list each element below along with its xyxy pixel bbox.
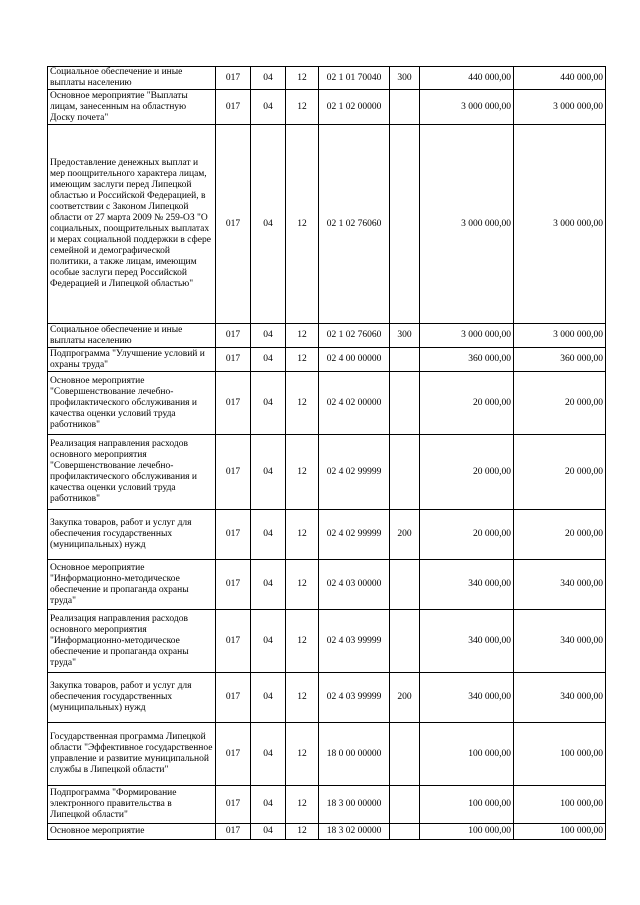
row-vr: 200 <box>390 673 420 723</box>
table-row <box>48 610 606 673</box>
table-row <box>48 90 606 125</box>
row-rz: 04 <box>251 824 286 840</box>
row-csr: 18 3 02 00000 <box>319 824 390 840</box>
row-pr: 12 <box>286 67 319 90</box>
row-gr: 017 <box>216 610 251 673</box>
row-csr: 02 1 02 76060 <box>319 324 390 348</box>
row-gr: 017 <box>216 125 251 324</box>
row-sum2: 440 000,00 <box>514 67 606 90</box>
row-sum2: 340 000,00 <box>514 673 606 723</box>
table-row <box>48 673 606 723</box>
row-rz: 04 <box>251 90 286 125</box>
row-rz: 04 <box>251 560 286 610</box>
row-rz: 04 <box>251 723 286 786</box>
row-vr <box>390 560 420 610</box>
table-row <box>48 372 606 435</box>
row-csr: 02 4 02 00000 <box>319 372 390 435</box>
row-pr: 12 <box>286 125 319 324</box>
table-row <box>48 510 606 560</box>
row-rz: 04 <box>251 673 286 723</box>
row-sum1: 440 000,00 <box>420 67 514 90</box>
row-sum2: 3 000 000,00 <box>514 324 606 348</box>
row-sum1: 340 000,00 <box>420 610 514 673</box>
row-vr <box>390 348 420 372</box>
row-pr: 12 <box>286 673 319 723</box>
row-rz: 04 <box>251 786 286 824</box>
table-row <box>48 824 606 840</box>
row-pr: 12 <box>286 435 319 510</box>
row-pr: 12 <box>286 324 319 348</box>
row-sum1: 20 000,00 <box>420 510 514 560</box>
row-pr: 12 <box>286 786 319 824</box>
table-row <box>48 125 606 324</box>
row-gr: 017 <box>216 435 251 510</box>
row-gr: 017 <box>216 673 251 723</box>
row-sum1: 340 000,00 <box>420 673 514 723</box>
row-sum2: 360 000,00 <box>514 348 606 372</box>
row-sum2: 100 000,00 <box>514 786 606 824</box>
row-gr: 017 <box>216 723 251 786</box>
table-row <box>48 324 606 348</box>
row-sum1: 100 000,00 <box>420 786 514 824</box>
row-csr: 02 1 01 70040 <box>319 67 390 90</box>
row-name: Предоставление денежных выплат и мер поощрительного характера лицам, имеющим заслуги перед Липецкой областью и Российской Федерацией, в соответствии с Законом Липецкой области от 27 марта 2009 № 259-ОЗ "О социальных, поощрительных выплатах и мерах социальной поддержки в сфере семейной и демографической политики, а также лицам, имеющим особые заслуги перед Российской Федерацией и Липецкой областью" <box>48 125 216 324</box>
row-rz: 04 <box>251 610 286 673</box>
row-gr: 017 <box>216 786 251 824</box>
row-rz: 04 <box>251 348 286 372</box>
row-sum1: 360 000,00 <box>420 348 514 372</box>
row-pr: 12 <box>286 372 319 435</box>
row-gr: 017 <box>216 324 251 348</box>
row-sum1: 3 000 000,00 <box>420 324 514 348</box>
row-gr: 017 <box>216 510 251 560</box>
row-sum2: 20 000,00 <box>514 372 606 435</box>
row-name: Государственная программа Липецкой области "Эффективное государственное управление и развитие муниципальной службы в Липецкой области" <box>48 723 216 786</box>
row-sum2: 340 000,00 <box>514 560 606 610</box>
table-row <box>48 435 606 510</box>
row-rz: 04 <box>251 324 286 348</box>
row-vr <box>390 125 420 324</box>
row-rz: 04 <box>251 372 286 435</box>
row-sum2: 3 000 000,00 <box>514 90 606 125</box>
row-rz: 04 <box>251 67 286 90</box>
row-gr: 017 <box>216 90 251 125</box>
row-pr: 12 <box>286 560 319 610</box>
row-sum1: 3 000 000,00 <box>420 125 514 324</box>
row-rz: 04 <box>251 125 286 324</box>
row-pr: 12 <box>286 90 319 125</box>
row-name: Реализация направления расходов основного мероприятия "Совершенствование лечебно-профилактического обслуживания и качества оценки условий труда работников" <box>48 435 216 510</box>
row-pr: 12 <box>286 610 319 673</box>
row-csr: 18 0 00 00000 <box>319 723 390 786</box>
row-gr: 017 <box>216 348 251 372</box>
row-sum2: 20 000,00 <box>514 510 606 560</box>
row-sum2: 3 000 000,00 <box>514 125 606 324</box>
row-name: Закупка товаров, работ и услуг для обеспечения государственных (муниципальных) нужд <box>48 673 216 723</box>
row-sum2: 20 000,00 <box>514 435 606 510</box>
row-csr: 02 4 03 99999 <box>319 673 390 723</box>
row-name: Социальное обеспечение и иные выплаты населению <box>48 324 216 348</box>
row-name: Основное мероприятие "Выплаты лицам, занесенным на областную Доску почета" <box>48 90 216 125</box>
row-vr: 300 <box>390 67 420 90</box>
row-vr <box>390 610 420 673</box>
row-pr: 12 <box>286 824 319 840</box>
row-vr <box>390 786 420 824</box>
row-csr: 02 4 03 00000 <box>319 560 390 610</box>
row-csr: 02 4 02 99999 <box>319 435 390 510</box>
row-sum2: 100 000,00 <box>514 824 606 840</box>
row-csr: 18 3 00 00000 <box>319 786 390 824</box>
row-name: Социальное обеспечение и иные выплаты населению <box>48 67 216 90</box>
row-vr <box>390 435 420 510</box>
row-csr: 02 1 02 00000 <box>319 90 390 125</box>
row-sum1: 100 000,00 <box>420 723 514 786</box>
table-row <box>48 348 606 372</box>
row-pr: 12 <box>286 510 319 560</box>
row-pr: 12 <box>286 723 319 786</box>
row-csr: 02 4 03 99999 <box>319 610 390 673</box>
row-csr: 02 4 02 99999 <box>319 510 390 560</box>
row-name: Основное мероприятие <box>48 824 216 840</box>
row-sum1: 20 000,00 <box>420 435 514 510</box>
table-row <box>48 67 606 90</box>
row-rz: 04 <box>251 510 286 560</box>
table-row <box>48 560 606 610</box>
row-name: Подпрограмма "Формирование электронного правительства в Липецкой области" <box>48 786 216 824</box>
table-row <box>48 723 606 786</box>
budget-table <box>47 66 606 840</box>
row-sum1: 3 000 000,00 <box>420 90 514 125</box>
row-sum2: 100 000,00 <box>514 723 606 786</box>
row-csr: 02 4 00 00000 <box>319 348 390 372</box>
row-gr: 017 <box>216 824 251 840</box>
row-vr: 300 <box>390 324 420 348</box>
row-vr <box>390 824 420 840</box>
row-pr: 12 <box>286 348 319 372</box>
row-vr <box>390 723 420 786</box>
row-name: Основное мероприятие "Информационно-методическое обеспечение и пропаганда охраны труда" <box>48 560 216 610</box>
row-gr: 017 <box>216 67 251 90</box>
row-sum1: 100 000,00 <box>420 824 514 840</box>
row-rz: 04 <box>251 435 286 510</box>
row-gr: 017 <box>216 560 251 610</box>
row-name: Основное мероприятие "Совершенствование лечебно-профилактического обслуживания и качества оценки условий труда работников" <box>48 372 216 435</box>
row-vr: 200 <box>390 510 420 560</box>
row-vr <box>390 90 420 125</box>
row-vr <box>390 372 420 435</box>
row-sum2: 340 000,00 <box>514 610 606 673</box>
row-gr: 017 <box>216 372 251 435</box>
row-csr: 02 1 02 76060 <box>319 125 390 324</box>
row-name: Подпрограмма "Улучшение условий и охраны труда" <box>48 348 216 372</box>
row-name: Закупка товаров, работ и услуг для обеспечения государственных (муниципальных) нужд <box>48 510 216 560</box>
row-sum1: 20 000,00 <box>420 372 514 435</box>
row-name: Реализация направления расходов основного мероприятия "Информационно-методическое обеспечение и пропаганда охраны труда" <box>48 610 216 673</box>
table-row <box>48 786 606 824</box>
row-sum1: 340 000,00 <box>420 560 514 610</box>
